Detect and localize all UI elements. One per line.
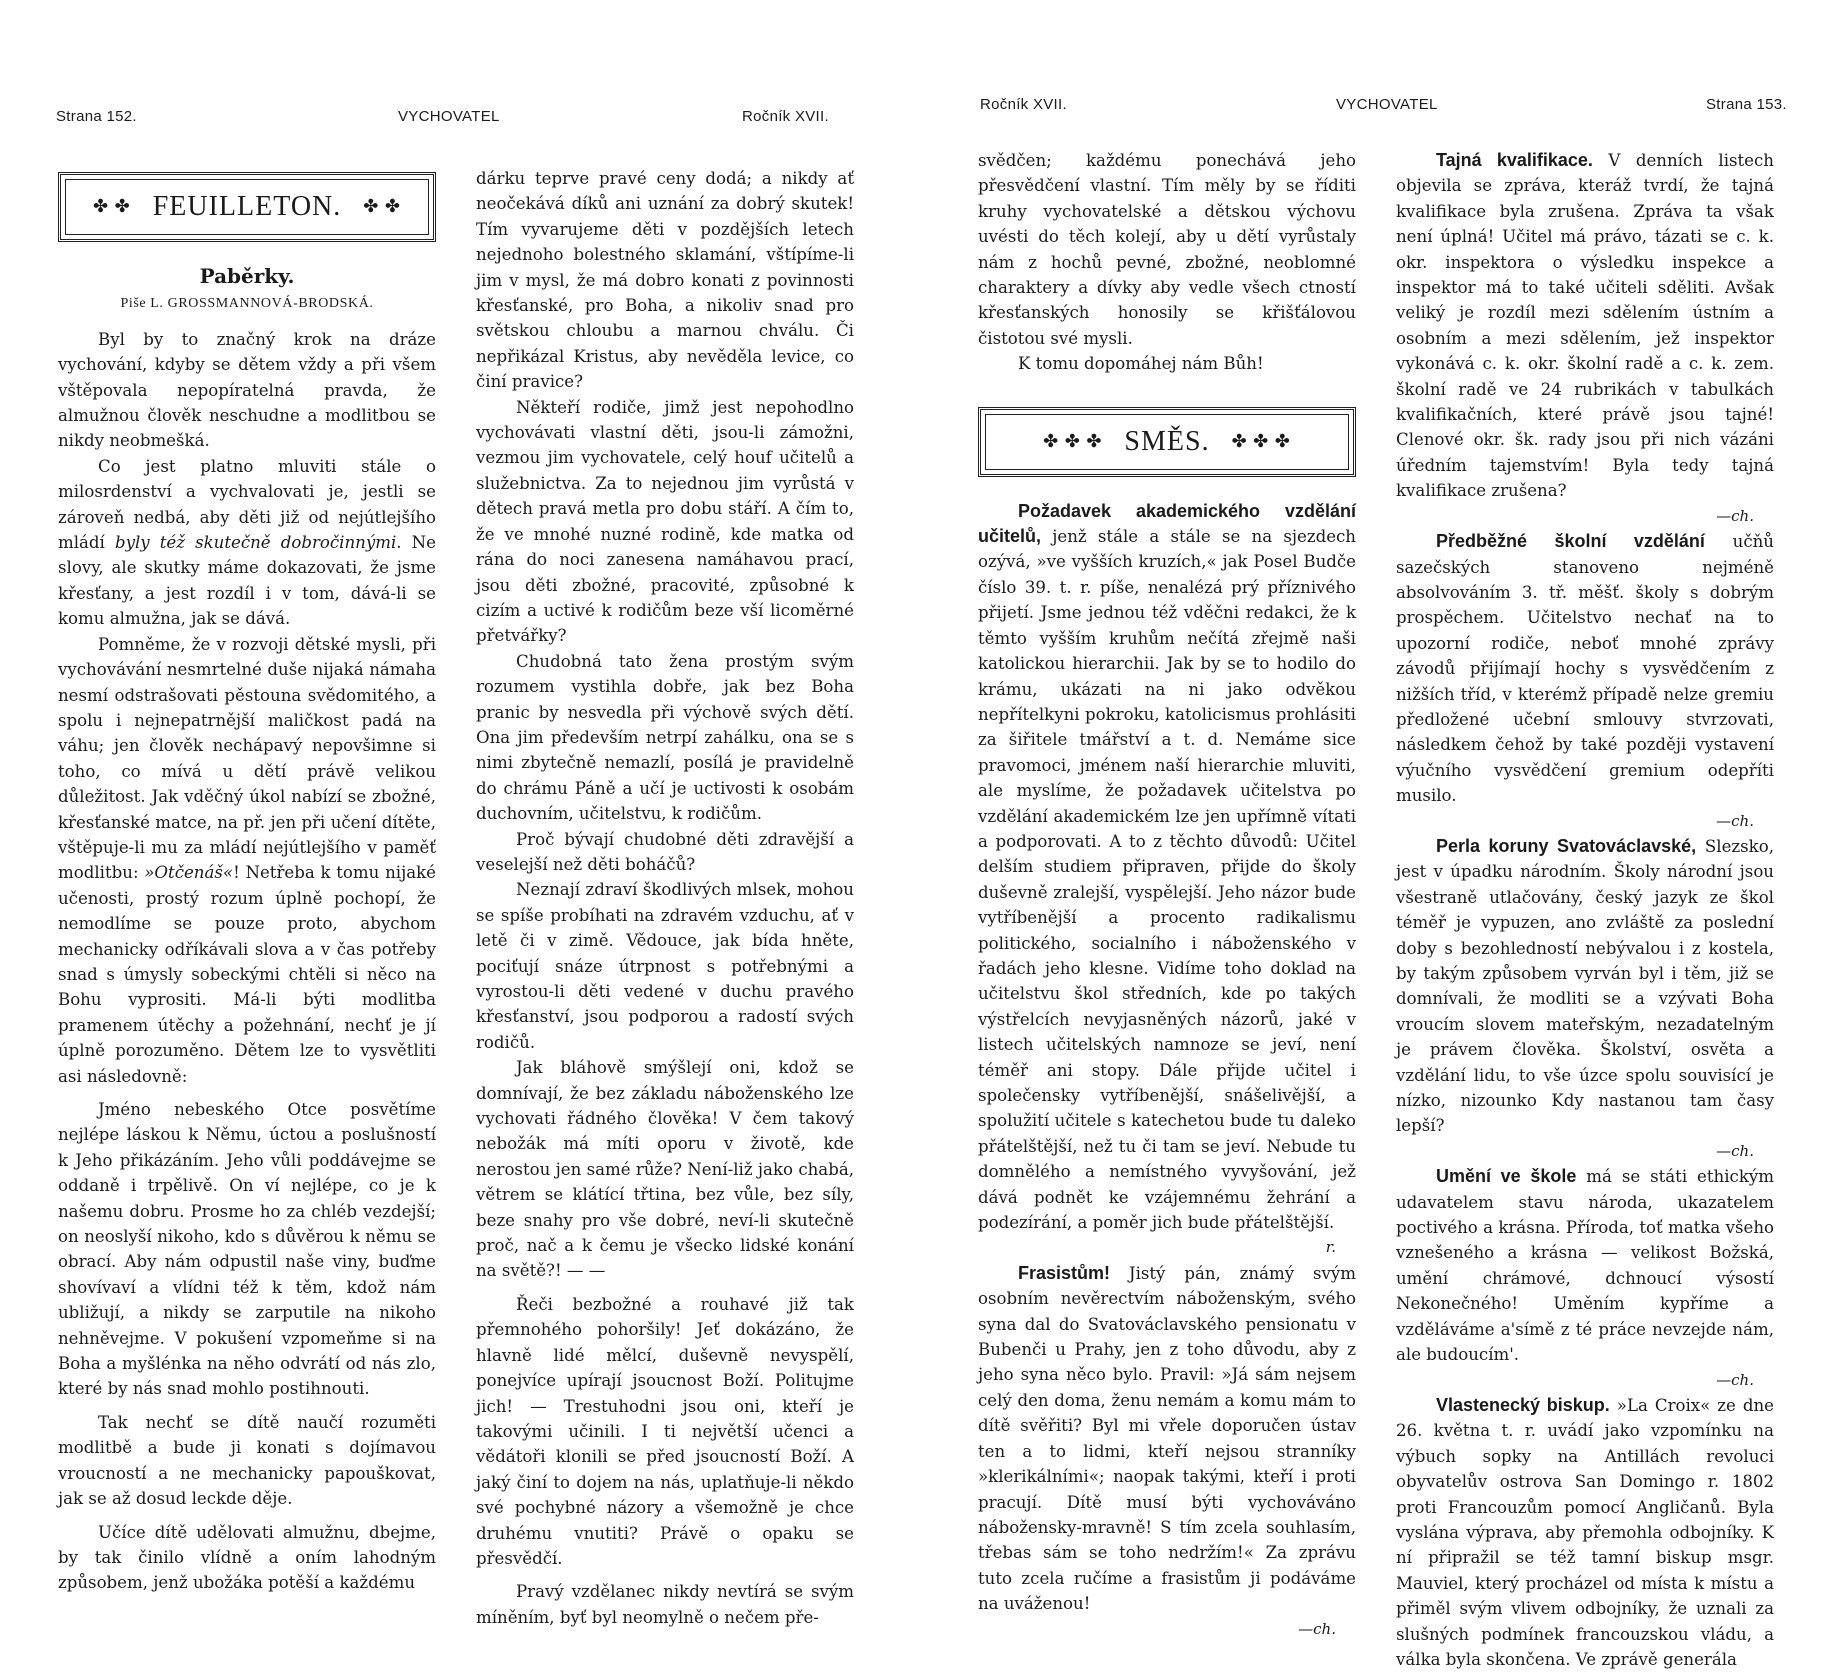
paragraph: Neznají zdraví škodlivých mlsek, mohou se spíše probíhati na zdravém vzduchu, ať v letě či v zimě. Vědouce, jak bída hněte, pociťují snáze útrpnost s potřebnými a vyrostou-li děti vedené v duchu pravého křesťanství, jsou podporou a radostí svých rodičů. <box>476 880 854 1052</box>
news-item-signature: —ch. <box>1298 1619 1336 1638</box>
news-item <box>978 499 1356 1236</box>
news-item-text: V denních listech objevila se zpráva, kteráž tvrdí, že tajná kvalifikace byla zrušena. Zpráva ta však není úplná! Učitel má právo, tázati se c. k. okr. inspektora o výsledku inspekce a inspektor má to také učiteli sděliti. Avšak veliký je rozdíl mezi sdělením ústním a osobním a mezi sdělením, jež inspektor vykonává c. k. okr. školní radě a c. k. zem. školní radě ve 24 rubrikách v tabulkách kvalifikačních, které právě jsou tajné! Clenové okr. šk. rady jsou při nich vázáni úředním tajemstvím! Byla tedy tajná kvalifikace zrušena? <box>1396 151 1774 501</box>
left-header-page-number: Strana 152. <box>56 108 137 125</box>
news-item-heading: Frasistům! <box>1018 1262 1111 1283</box>
news-item-text: »La Croix« ze dne 26. května t. r. uvádí jako vzpomínku na výbuch sopky na Antillách revoluci obyvatelův ostrova San Domingo r. 1802 proti Francouzům pomocí Angličanů. Byla vyslána výprava, aby přemohla odbojníky. K ní připražil se též tamní biskup msgr. Mauviel, který procházel od místa k místu a přiměl svým vlivem odbojníky, že uznali za slušných podmínek francouzskou vládu, a válka byla skončena. Ve zprávě generála <box>1396 1395 1774 1669</box>
article-author: Piše L. GROSSMANNOVÁ-BRODSKÁ. <box>120 296 374 312</box>
news-item-heading: Vlastenecký biskup. <box>1436 1394 1610 1415</box>
ornament-icon: ✤ ✤ ✤ <box>1043 430 1103 451</box>
news-item-heading: Požadavek akademického vzdělání učitelů, <box>978 500 1356 547</box>
paragraph: Řeči bezbožné a rouhavé již tak přemnohého pohoršily! Jeť dokázáno, že hlavně lidé mělcí, duševně nevyspělí, ponejvíce upírají jsoucnost Boží. Politujme jich! — Trestuhodni jsou oni, kteří je takovými učinili. I ti největší učenci a vědátoři klonili se před jsoucností Boží. A jaký činí to dojem na nás, uplatňuje-li někdo své pochybné názory a všemožně je chce druhému vnutiti? Právě o opaku se přesvědčí. <box>476 1294 854 1568</box>
news-item-heading: Perla koruny Svatováclavské, <box>1436 835 1697 856</box>
ornament-icon: ✤ ✤ <box>93 196 131 217</box>
left-header-volume: Ročník XVII. <box>742 108 829 125</box>
news-item-heading: Tajná kvalifikace. <box>1436 150 1593 170</box>
paragraph: Někteří rodiče, jimž jest nepohodlno vychovávati vlastní děti, jsou-li zámožni, vezmou jim vychovatele, celý houf učitelů a služebnictva. Za to nejednou jim vyrůstá v dětech pravá metla pro dobu stáří. A čím to, že ve mnohé nuzné rodině, kde matka od rána do noci zanesena namáhavou prací, jsou děti zbožné, pracovité, způsobné k cizím a uctivé k rodičům beze vší licoměrné přetvářky? <box>476 397 854 646</box>
news-item-text: jenž stále a stále se na sjezdech ozývá, »ve vyšších kruzích,« jak Posel Budče číslo 39. t. r. píše, nenalézá prý příznivého přijetí. Jsme jednou též vděčni redakci, že k těmto vyšším kruhům nečítá zřejmě naši katolickou hierarchii. Jak by se to hodilo do krámu, ukázati na ni jako odvěkou nepřítelkyni pokroku, katolicismus prohlásiti za šiřitele tmářství a t. d. Nemáme sice pravomoci, jménem naší hierarchie mluviti, ale myslíme, že požadavek učitelstva po vzdělání akademickém lze jen upřímně vítati a podporovati. A to z těchto důvodů: Učitel delším studiem připraven, přijde do školy duševně zralejší, vyspělejší. Jeho názor bude vytříbenější a procento radikalismu politického, socialního i náboženského v řadách jeho klesne. Vidíme toho doklad na učitelstvu škol středních, kde po takých výstřelcích nevyjasněných názorů, jaké v listech učitelských namnoze se jeví, není téměř ani stopy. Dále přijde učitel i společensky vytříbenější, snášelivější, a spolužití učitele s katechetou bude tu daleko přátelštější, než tu či tam se jeví. Nebude tu domnělého a nemístného vyvyšování, jež dává podnět ke vzájemnému žehrání a podezírání, a poměr jich bude přátelštější. <box>978 527 1356 1233</box>
right-header-volume: Ročník XVII. <box>980 96 1067 113</box>
news-item-heading: Předběžné školní vzdělání <box>1436 531 1705 552</box>
right-column-1 <box>978 148 1356 1642</box>
article-title: Paběrky. <box>199 264 295 288</box>
left-column-2 <box>476 166 854 1630</box>
paragraph: K tomu dopomáhej nám Bůh! <box>1018 354 1264 374</box>
paragraph: Chudobná tato žena prostým svým rozumem vystihla dobře, jak bez Boha pranic by nesvedla při výchově svých dětí. Ona jim především netrpí zahálku, ona se s nimi zbytečně nemazlí, posílá je pravidelně do chrámu Páně a učí je uctivosti k osobám duchovním, učitelstvu, k rodičům. <box>476 651 854 824</box>
right-header-page-number: Strana 153. <box>1706 96 1787 113</box>
ornament-icon: ✤ ✤ <box>363 196 401 217</box>
news-item <box>1396 529 1774 808</box>
paragraph: Učíce dítě udělovati almužnu, dbejme, by tak činilo vlídně a oním lahodným způsobem, jenž ubožáka potěší a každému <box>58 1522 436 1593</box>
paragraph: Jméno nebeského Otce posvětíme nejlépe láskou k Němu, úctou a poslušností k Jeho přikázáním. Jeho vůli poddávejme se oddaně i trpělivě. On ví nejlépe, co je k našemu dobru. Prosme ho za chléb vezdejší; on neoslyší nikoho, kdo s důvěrou k němu se obrací. Aby nám odpustil naše viny, buďme shovívaví a vlídni též k těm, kdož nám ubližují, a nikdy se zarputile na nikoho nehněvejme. V pokušení vzpomeňme si na Boha a myšlénka na něho odvrátí od nás zlo, které by nás snad mohlo postihnouti. <box>58 1100 436 1399</box>
right-header-journal: VYCHOVATEL <box>1336 96 1438 113</box>
right-page <box>918 0 1836 1669</box>
paragraph: Co jest platno mluviti stále o milosrdenství a vychvalovati je, jestli se zároveň nedbá, aby děti již od nejútlejšího mládí byly též skutečně dobročinnými. Ne slovy, ale skutky máme dokazovati, že jsme křesťany, a jest rozdíl i v tom, dává-li se komu almužna, jak se dává. <box>58 456 436 629</box>
news-item-text: Slezsko, jest v úpadku národním. Školy národní jsou všestraně utlačovány, český jazyk ze škol téměř je vypuzen, ano zvláště za poslední doby s bezohledností nebývalou i z kostela, by takým způsobem vyrván byl i těm, již se domnívali, že modliti se a vzývati Boha vroucím slovem mateřským, nezadatelným je právem člověka. Školství, osvěta a vzdělání lidu, to vše úzce spolu souvisící je nízko, nizounko Kdy nastanou tam časy lepší? <box>1396 836 1774 1136</box>
news-item-text: učňů sazečských stanoveno nejméně absolvováním 3. tř. měšť. školy s dobrým prospěchem. Učitelstvo nechať na to upozorní rodiče, neboť mnohé zprávy závodů přijímají hochy s vysvědčením z nižších tříd, v kterémž případě nelze gremiu předložené učební smlouvy stvrzovati, následkem čehož by také později vystavení výučního vysvědčení gremium odepříti musilo. <box>1396 532 1774 806</box>
paragraph: Pravý vzdělanec nikdy nevtírá se svým míněním, byť byl neomylně o nečem pře- <box>476 1582 854 1627</box>
feuilleton-title: FEUILLETON. <box>152 191 342 223</box>
paragraph: Tak nechť se dítě naučí rozuměti modlitbě a bude ji konati s dojímavou vroucností a ne mechanicky papouškovat, jak se až dosud leckde děje. <box>58 1412 436 1509</box>
news-item-signature: —ch. <box>1716 1141 1754 1160</box>
news-item <box>1396 1164 1774 1367</box>
paragraph: svědčen; každému ponechává jeho přesvědčení vlastní. Tím měly by se říditi kruhy vychovatelské a dětskou výchovu uvésti do těch kolejí, aby u dětí vyrůstaly nám z hochů pevné, zbožné, neoblomné charaktery a dívky aby vedle všech ctností křesťanských honosily se křišťálovou čistotou své mysli. <box>978 151 1356 348</box>
right-column-2 <box>1396 148 1774 1672</box>
paragraph: dárku teprve pravé ceny dodá; a nikdy ať neočekává díků ani uznání za dobrý skutek! Tím vyvarujeme děti v pozdějších letech nejednoho bolestného sklamání, vštípíme-li jim v mysl, že má dobro konati z povinnosti křesťanské, pro Boha, a nikoliv snad pro světskou chloubu a marnou chválu. Či nepřikázal Kristus, aby nevěděla levice, co činí pravice? <box>476 169 854 392</box>
smes-box <box>978 407 1356 477</box>
news-item-text: má se státi ethickým udavatelem stavu národa, ukazatelem poctivého a krásna. Příroda, toť matka všeho vznešeného a krásna — velikost Božská, umění chrámové, dchnoucí výsostí Nekonečného! Uměním kypříme a vzděláváme a'símě z té práce nevzejde nám, ale budoucím'. <box>1396 1167 1774 1365</box>
news-item <box>978 1261 1356 1617</box>
paragraph: Proč bývají chudobné děti zdravější a veselejší než děti boháčů? <box>476 829 854 874</box>
news-item <box>1396 1393 1774 1672</box>
news-item-signature: r. <box>1325 1238 1336 1257</box>
paragraph: Byl by to značný krok na dráze vychování, kdyby se dětem vždy a při všem vštěpovala nepopíratelná pravda, že almužnou člověk neschudne a modlitbou se nikdy neobmešká. <box>58 329 436 451</box>
left-column-1 <box>58 160 436 1596</box>
smes-title: SMĚS. <box>1124 425 1210 457</box>
ornament-icon: ✤ ✤ ✤ <box>1231 430 1291 451</box>
news-item <box>1396 834 1774 1139</box>
news-item-signature: —ch. <box>1716 1370 1754 1389</box>
feuilleton-box <box>58 172 436 242</box>
italic-phrase: byly též skutečně dobročinnými <box>114 533 397 553</box>
paragraph: Pomněme, že v rozvoji dětské mysli, při vychovávání nesmrtelné duše nijaká námaha nesmí odstrašovati pěstouna svědomitého, a spolu i nejnepatrnější maličkost padá na váhu; jen člověk nechápavý nepovšimne si toho, co mívá u dětí právě velikou důležitost. Jak vděčný úkol nabízí se zbožné, křesťanské matce, na př. jen při učení dítěte, vštěpuje-li mu za mládí nejútlejšího v paměť modlitbu: »Otčenáš«! Netřeba k tomu nijaké učenosti, prostý rozum úplně pochopí, že nemodlíme se pouze proto, abychom mechanicky odříkávali slova a v čas potřeby snad s úmysly sobeckými chtěli si něco na Bohu vyprositi. Má-li býti modlitba pramenem útěchy a požehnání, nechť je jí úplně porozuměno. Dětem lze to vysvětliti asi následovně: <box>58 634 436 1086</box>
news-item-heading: Umění ve škole <box>1436 1166 1577 1187</box>
italic-phrase: »Otčenáš« <box>144 863 234 883</box>
news-item-signature: —ch. <box>1716 811 1754 830</box>
news-item-signature: —ch. <box>1716 506 1754 525</box>
left-page <box>0 0 918 1627</box>
paragraph: Jak bláhově smýšlejí oni, kdož se domnívají, že bez základu náboženského lze vychovati řádného člověka! V čem takový nebožák má míti oporu v životě, kde nerostou jen samé růže? Není-liž jako chabá, větrem se klátící třtina, bez vůle, bez síly, beze snahy pro vše dobré, neví-li skutečně proč, nač a k čemu je všecko lidské konání na světě?! — — <box>476 1058 854 1281</box>
news-item-text: Jistý pán, známý svým osobním nevěrectvím náboženským, svého syna dal do Svatováclavského pensionatu v Bubenči u Prahy, jen z toho důvodu, aby z jeho syna něco bylo. Pravil: »Já sám nejsem celý den doma, ženu nemám a komu mám to dítě svěřiti? Byl mi vřele doporučen ústav ten a to lidmi, kteří nejsou stranníky »klerikálními«; naopak takými, kteří i proti pracují. Dítě musí býti vychováváno nábožensky-mravně! S tím zcela souhlasím, třebas sám se toho nedržím!« Za zprávu tuto zcela ručíme a frasistům ji podáváme na uváženou! <box>978 1263 1356 1614</box>
left-header-journal: VYCHOVATEL <box>398 108 500 125</box>
news-item <box>1396 148 1774 504</box>
